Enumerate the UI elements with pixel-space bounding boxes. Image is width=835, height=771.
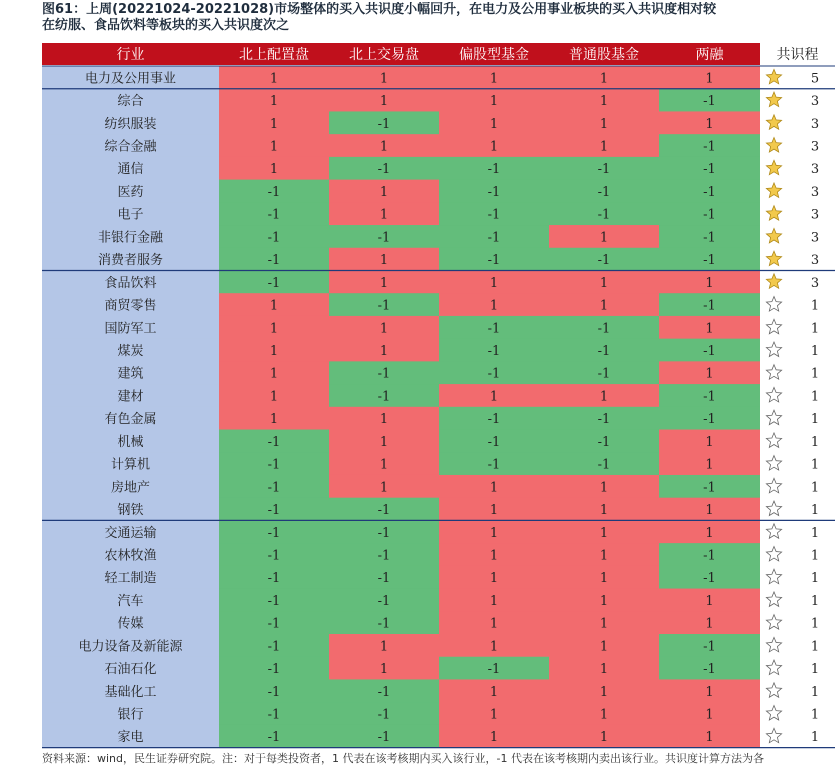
star-empty-icon — [766, 319, 781, 333]
consensus-score: 3 — [810, 139, 820, 155]
consensus-score: 1 — [810, 684, 820, 700]
signal-value: 1 — [489, 571, 499, 587]
signal-value: 1 — [489, 525, 499, 541]
column-header-5: 两融 — [695, 47, 724, 63]
signal-value: -1 — [703, 207, 716, 223]
signal-value: -1 — [377, 593, 391, 609]
signal-value: 1 — [269, 139, 279, 155]
star-empty-icon — [766, 410, 781, 424]
signal-value: -1 — [597, 457, 611, 473]
signal-value: -1 — [597, 184, 611, 200]
consensus-score: 3 — [810, 94, 820, 110]
signal-value: 1 — [269, 321, 279, 337]
signal-value: 1 — [599, 730, 609, 746]
signal-value: 1 — [599, 71, 609, 87]
signal-value: -1 — [703, 94, 716, 110]
column-header-1: 北上配置盘 — [239, 47, 309, 63]
industry-label: 计算机 — [110, 457, 151, 473]
signal-value: -1 — [267, 730, 281, 746]
signal-value: -1 — [377, 116, 391, 132]
industry-label: 消费者服务 — [97, 253, 164, 269]
signal-value: -1 — [487, 434, 501, 450]
signal-value: 1 — [599, 593, 609, 609]
consensus-score: 1 — [810, 662, 820, 678]
signal-value: -1 — [703, 389, 716, 405]
signal-value: 1 — [489, 503, 499, 519]
signal-value: 1 — [379, 275, 389, 291]
consensus-score: 1 — [810, 457, 820, 473]
industry-label: 家电 — [117, 730, 144, 746]
column-header-6: 共识程 — [776, 47, 819, 63]
signal-value: -1 — [377, 571, 391, 587]
signal-value: 1 — [599, 616, 609, 632]
consensus-score: 1 — [810, 730, 820, 746]
signal-value: 1 — [599, 480, 609, 496]
consensus-score: 1 — [810, 639, 820, 655]
consensus-score: 3 — [810, 184, 820, 200]
industry-label: 石油石化 — [104, 662, 157, 678]
consensus-score: 1 — [810, 616, 820, 632]
source-footnote: 资料来源：wind，民生证券研究院。注：对于每类投资者，1 代表在该考核期内买入该行业，-1 代表在该考核期内卖出该行业。共识度计算方法为各 — [42, 752, 764, 765]
industry-label: 建筑 — [117, 366, 144, 382]
column-header-4: 普通股基金 — [569, 47, 639, 63]
signal-value: 1 — [269, 366, 279, 382]
consensus-score: 3 — [810, 162, 820, 178]
consensus-score: 3 — [810, 230, 820, 246]
signal-value: -1 — [267, 639, 281, 655]
industry-label: 农林牧渔 — [104, 548, 157, 564]
signal-value: -1 — [267, 548, 281, 564]
signal-value: 1 — [379, 94, 389, 110]
star-empty-icon — [766, 456, 781, 470]
industry-label: 通信 — [117, 162, 144, 178]
signal-value: 1 — [269, 71, 279, 87]
signal-value: 1 — [379, 662, 389, 678]
signal-value: -1 — [703, 184, 716, 200]
star-empty-icon — [766, 501, 781, 515]
signal-value: 1 — [599, 525, 609, 541]
industry-label: 基础化工 — [104, 684, 157, 700]
signal-value: 1 — [489, 389, 499, 405]
signal-value: 1 — [705, 593, 714, 609]
column-header-0: 行业 — [116, 47, 145, 63]
signal-value: -1 — [703, 298, 716, 314]
signal-value: -1 — [267, 503, 281, 519]
signal-value: 1 — [705, 457, 714, 473]
signal-value: 1 — [705, 71, 714, 87]
chart-title-line2: 在纺服、食品饮料等板块的买入共识度次之 — [42, 18, 290, 33]
star-empty-icon — [766, 546, 781, 560]
star-filled-icon — [766, 183, 781, 197]
signal-value: 1 — [269, 344, 279, 359]
signal-value: 1 — [379, 457, 389, 473]
consensus-score: 1 — [810, 503, 820, 519]
consensus-score: 1 — [810, 707, 820, 723]
signal-value: -1 — [377, 298, 391, 314]
signal-value: 1 — [379, 184, 389, 200]
signal-value: -1 — [377, 616, 391, 632]
signal-value: 1 — [705, 730, 714, 746]
signal-value: -1 — [267, 525, 281, 541]
signal-value: 1 — [269, 94, 279, 110]
signal-value: -1 — [703, 662, 716, 678]
star-filled-icon — [766, 274, 781, 288]
signal-value: -1 — [377, 230, 391, 246]
signal-value: -1 — [597, 366, 611, 382]
signal-value: 1 — [705, 684, 714, 700]
star-empty-icon — [766, 660, 781, 674]
signal-value: 1 — [489, 616, 499, 632]
industry-label: 轻工制造 — [104, 571, 157, 587]
signal-value: -1 — [377, 684, 391, 700]
signal-value: 1 — [599, 94, 609, 110]
signal-value: -1 — [703, 230, 716, 246]
signal-value: -1 — [377, 548, 391, 564]
signal-value: -1 — [703, 571, 716, 587]
consensus-score: 1 — [810, 344, 820, 359]
signal-value: 1 — [489, 480, 499, 496]
signal-value: 1 — [489, 275, 499, 291]
industry-label: 综合金融 — [104, 139, 157, 155]
signal-value: 1 — [269, 116, 279, 132]
signal-value: 1 — [489, 139, 499, 155]
signal-value: 1 — [379, 207, 389, 223]
consensus-score: 1 — [810, 389, 820, 405]
star-empty-icon — [766, 592, 781, 606]
signal-value: 1 — [599, 116, 609, 132]
signal-value: 1 — [379, 71, 389, 87]
industry-label: 综合 — [117, 94, 144, 110]
column-header-2: 北上交易盘 — [349, 47, 419, 63]
signal-value: -1 — [377, 162, 391, 178]
star-empty-icon — [766, 728, 781, 742]
signal-value: -1 — [487, 662, 501, 678]
signal-value: -1 — [487, 321, 501, 337]
signal-value: 1 — [489, 684, 499, 700]
signal-value: 1 — [599, 571, 609, 587]
signal-value: 1 — [599, 389, 609, 405]
star-empty-icon — [766, 342, 781, 356]
signal-value: -1 — [703, 412, 716, 428]
signal-value: -1 — [597, 253, 611, 269]
signal-value: 1 — [379, 253, 389, 269]
signal-value: -1 — [597, 434, 611, 450]
signal-value: -1 — [597, 344, 611, 359]
consensus-score: 3 — [810, 275, 820, 291]
signal-value: 1 — [489, 639, 499, 655]
signal-value: 1 — [489, 707, 499, 723]
signal-value: -1 — [267, 593, 281, 609]
signal-value: 1 — [599, 639, 609, 655]
signal-value: -1 — [487, 344, 501, 359]
signal-value: 1 — [599, 707, 609, 723]
signal-value: 1 — [269, 298, 279, 314]
signal-value: 1 — [379, 480, 389, 496]
industry-label: 机械 — [117, 434, 144, 450]
signal-value: 1 — [379, 412, 389, 428]
star-empty-icon — [766, 433, 781, 447]
signal-value: -1 — [267, 434, 281, 450]
consensus-score: 3 — [810, 207, 820, 223]
signal-value: -1 — [377, 525, 391, 541]
signal-value: 1 — [489, 71, 499, 87]
signal-value: -1 — [597, 412, 611, 428]
industry-label: 有色金属 — [104, 412, 157, 428]
signal-value: -1 — [487, 457, 501, 473]
signal-value: -1 — [487, 207, 501, 223]
signal-value: -1 — [487, 253, 501, 269]
consensus-score: 3 — [810, 116, 820, 132]
consensus-score: 1 — [810, 321, 820, 337]
signal-value: 1 — [489, 94, 499, 110]
industry-label: 银行 — [117, 707, 144, 723]
star-empty-icon — [766, 365, 781, 379]
signal-value: -1 — [597, 321, 611, 337]
signal-value: -1 — [267, 207, 281, 223]
signal-value: -1 — [377, 366, 391, 382]
consensus-score: 1 — [810, 480, 820, 496]
signal-value: -1 — [377, 503, 391, 519]
signal-value: -1 — [267, 275, 281, 291]
signal-value: -1 — [703, 480, 716, 496]
industry-label: 医药 — [117, 184, 144, 200]
star-empty-icon — [766, 297, 781, 311]
industry-label: 电力及公用事业 — [84, 71, 177, 87]
signal-value: 1 — [269, 389, 279, 405]
signal-value: 1 — [705, 116, 714, 132]
signal-value: -1 — [377, 389, 391, 405]
signal-value: 1 — [705, 707, 714, 723]
consensus-score: 5 — [810, 71, 820, 87]
signal-value: 1 — [599, 275, 609, 291]
industry-label: 房地产 — [110, 480, 151, 496]
signal-value: -1 — [267, 457, 281, 473]
signal-value: 1 — [705, 434, 714, 450]
consensus-score: 1 — [810, 366, 820, 382]
industry-label: 食品饮料 — [104, 275, 157, 291]
signal-value: 1 — [379, 639, 389, 655]
signal-value: 1 — [705, 321, 714, 337]
industry-label: 纺织服装 — [104, 116, 157, 132]
signal-value: -1 — [487, 230, 501, 246]
industry-label: 商贸零售 — [104, 298, 157, 314]
star-empty-icon — [766, 569, 781, 583]
signal-value: 1 — [705, 525, 714, 541]
consensus-score: 3 — [810, 253, 820, 269]
signal-value: -1 — [487, 366, 501, 382]
industry-label: 交通运输 — [104, 525, 157, 541]
chart-title-line1: 图61：上周(20221024-20221028)市场整体的买入共识度小幅回升，在电力及公用事业板块的买入共识度相对较 — [42, 2, 717, 17]
signal-value: -1 — [267, 571, 281, 587]
signal-value: 1 — [599, 139, 609, 155]
signal-value: 1 — [269, 412, 279, 428]
signal-value: -1 — [597, 207, 611, 223]
signal-value: 1 — [599, 548, 609, 564]
industry-label: 电子 — [117, 207, 144, 223]
signal-value: -1 — [703, 139, 716, 155]
signal-value: 1 — [489, 298, 499, 314]
star-filled-icon — [766, 138, 781, 152]
signal-value: -1 — [377, 730, 391, 746]
consensus-score: 1 — [810, 548, 820, 564]
star-empty-icon — [766, 387, 781, 401]
signal-value: -1 — [487, 162, 501, 178]
star-empty-icon — [766, 637, 781, 651]
star-empty-icon — [766, 524, 781, 538]
star-filled-icon — [766, 251, 781, 265]
signal-value: -1 — [267, 480, 281, 496]
signal-value: -1 — [377, 707, 391, 723]
signal-value: -1 — [487, 184, 501, 200]
signal-value: -1 — [267, 230, 281, 246]
signal-value: 1 — [599, 298, 609, 314]
star-empty-icon — [766, 683, 781, 697]
star-empty-icon — [766, 706, 781, 720]
signal-value: 1 — [599, 662, 609, 678]
signal-value: -1 — [703, 344, 716, 359]
industry-label: 汽车 — [117, 593, 144, 609]
signal-value: -1 — [703, 253, 716, 269]
signal-value: 1 — [379, 344, 389, 359]
consensus-score: 1 — [810, 593, 820, 609]
industry-label: 电力设备及新能源 — [78, 639, 183, 655]
signal-value: -1 — [267, 616, 281, 632]
star-filled-icon — [766, 115, 781, 129]
signal-value: 1 — [599, 230, 609, 246]
star-empty-icon — [766, 478, 781, 492]
signal-value: -1 — [267, 662, 281, 678]
signal-value: 1 — [379, 139, 389, 155]
signal-value: -1 — [703, 548, 716, 564]
column-header-3: 偏股型基金 — [459, 47, 529, 63]
star-filled-icon — [766, 160, 781, 174]
signal-value: 1 — [705, 366, 714, 382]
industry-label: 国防军工 — [104, 321, 157, 337]
signal-value: -1 — [267, 684, 281, 700]
star-filled-icon — [766, 92, 781, 106]
star-empty-icon — [766, 615, 781, 629]
signal-value: 1 — [379, 321, 389, 337]
industry-label: 钢铁 — [117, 503, 144, 519]
signal-value: 1 — [705, 275, 714, 291]
consensus-score: 1 — [810, 298, 820, 314]
signal-value: -1 — [267, 253, 281, 269]
signal-value: 1 — [489, 116, 499, 132]
star-filled-icon — [766, 206, 781, 220]
signal-value: -1 — [487, 412, 501, 428]
signal-value: 1 — [705, 503, 714, 519]
signal-value: 1 — [599, 503, 609, 519]
signal-value: 1 — [379, 434, 389, 450]
industry-label: 建材 — [117, 389, 144, 405]
signal-value: 1 — [489, 593, 499, 609]
consensus-score: 1 — [810, 571, 820, 587]
signal-value: 1 — [489, 548, 499, 564]
signal-value: 1 — [705, 616, 714, 632]
consensus-score: 1 — [810, 412, 820, 428]
signal-value: -1 — [267, 707, 281, 723]
signal-value: -1 — [597, 162, 611, 178]
star-filled-icon — [766, 228, 781, 242]
signal-value: -1 — [703, 639, 716, 655]
signal-value: -1 — [703, 162, 716, 178]
star-filled-icon — [766, 69, 781, 83]
consensus-score: 1 — [810, 525, 820, 541]
signal-value: -1 — [267, 184, 281, 200]
signal-value: 1 — [599, 684, 609, 700]
industry-label: 非银行金融 — [97, 230, 164, 246]
signal-value: 1 — [489, 730, 499, 746]
consensus-score: 1 — [810, 434, 820, 450]
industry-label: 传媒 — [117, 616, 144, 632]
industry-label: 煤炭 — [117, 344, 144, 359]
signal-value: 1 — [269, 162, 279, 178]
